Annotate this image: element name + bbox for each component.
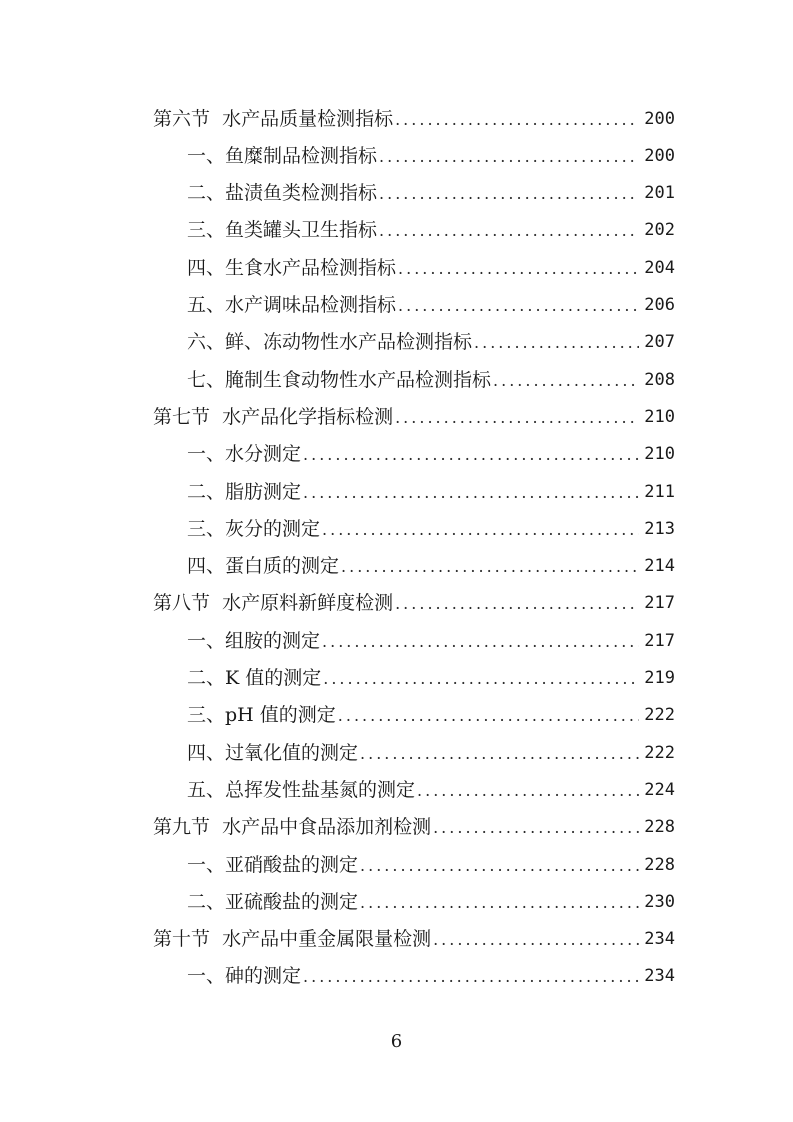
toc-item-entry[interactable] xyxy=(187,958,675,995)
toc-entry-title: 三、pH 值的测定 xyxy=(187,704,336,727)
toc-entry-title: 一、亚硝酸盐的测定 xyxy=(187,853,359,876)
toc-entry-title: 五、总挥发性盐基氮的测定 xyxy=(187,778,416,801)
toc-entry-page-number: 222 xyxy=(644,742,675,763)
toc-entry-title: 二、盐渍鱼类检测指标 xyxy=(187,182,378,205)
toc-entry-page-number: 230 xyxy=(644,891,675,912)
toc-dot-leader xyxy=(338,697,639,734)
toc-dot-leader xyxy=(395,585,639,622)
toc-dot-leader xyxy=(322,511,639,548)
toc-entry-page-number: 202 xyxy=(644,220,675,241)
toc-entry-page-number: 219 xyxy=(644,668,675,688)
toc-entry-title: 一、鱼糜制品检测指标 xyxy=(187,144,378,167)
page-number: 6 xyxy=(390,1031,403,1052)
toc-dot-leader xyxy=(303,436,639,473)
toc-dot-leader xyxy=(433,809,639,846)
toc-entry-title: 一、水分测定 xyxy=(187,443,302,466)
toc-entry-page-number: 204 xyxy=(644,257,675,278)
toc-entry-page-number: 207 xyxy=(644,332,675,353)
toc-section-entry[interactable] xyxy=(153,585,675,622)
toc-section-entry[interactable] xyxy=(153,101,675,138)
toc-section-entry[interactable] xyxy=(153,399,675,436)
toc-dot-leader xyxy=(379,138,639,175)
toc-dot-leader xyxy=(360,884,639,921)
toc-entry-title: 二、亚硫酸盐的测定 xyxy=(187,890,359,913)
toc-entry-title: 六、鲜、冻动物性水产品检测指标 xyxy=(187,331,473,354)
toc-entry-page-number: 222 xyxy=(644,705,675,726)
toc-item-entry[interactable] xyxy=(187,772,675,809)
toc-dot-leader xyxy=(303,958,639,995)
toc-entry-page-number: 210 xyxy=(644,406,675,427)
toc-entry-title: 五、水产调味品检测指标 xyxy=(187,294,397,316)
toc-item-entry[interactable] xyxy=(187,884,675,921)
toc-item-entry[interactable] xyxy=(187,548,675,585)
toc-entry-page-number: 228 xyxy=(644,854,675,875)
toc-entry-title: 三、鱼类罐头卫生指标 xyxy=(187,219,378,242)
toc-item-entry[interactable] xyxy=(187,511,675,548)
toc-dot-leader xyxy=(433,921,639,958)
toc-entry-title: 第六节 水产品质量检测指标 xyxy=(153,107,394,130)
toc-entry-page-number: 206 xyxy=(644,295,675,315)
toc-entry-page-number: 201 xyxy=(644,183,675,204)
toc-item-entry[interactable] xyxy=(187,474,675,511)
toc-dot-leader xyxy=(322,623,639,660)
toc-item-entry[interactable] xyxy=(187,324,675,361)
toc-entry-title: 第九节 水产品中食品添加剂检测 xyxy=(153,816,432,839)
toc-item-entry[interactable] xyxy=(187,287,675,324)
toc-item-entry[interactable] xyxy=(187,250,675,287)
toc-entry-page-number: 214 xyxy=(644,556,675,577)
toc-section-entry[interactable] xyxy=(153,921,675,958)
toc-item-entry[interactable] xyxy=(187,623,675,660)
toc-dot-leader xyxy=(323,660,639,697)
toc-dot-leader xyxy=(417,772,639,809)
toc-entry-title: 一、组胺的测定 xyxy=(187,629,321,652)
toc-dot-leader xyxy=(303,474,639,511)
toc-entry-title: 三、灰分的测定 xyxy=(187,517,321,540)
toc-dot-leader xyxy=(379,175,639,212)
toc-item-entry[interactable] xyxy=(187,735,675,772)
toc-entry-title: 二、脂肪测定 xyxy=(187,480,302,503)
toc-entry-title: 四、过氧化值的测定 xyxy=(187,741,359,764)
toc-entry-title: 第七节 水产品化学指标检测 xyxy=(153,405,394,428)
toc-entry-page-number: 217 xyxy=(644,593,675,614)
toc-entry-page-number: 200 xyxy=(644,145,675,166)
toc-dot-leader xyxy=(474,324,639,361)
toc-dot-leader xyxy=(493,362,639,399)
toc-entry-title: 第十节 水产品中重金属限量检测 xyxy=(153,928,432,951)
toc-item-entry[interactable] xyxy=(187,212,675,249)
toc-entry-page-number: 224 xyxy=(644,779,675,800)
toc-item-entry[interactable] xyxy=(187,175,675,212)
toc-entry-title: 七、腌制生食动物性水产品检测指标 xyxy=(187,368,492,391)
toc-dot-leader xyxy=(379,212,639,249)
toc-item-entry[interactable] xyxy=(187,660,675,697)
toc-item-entry[interactable] xyxy=(187,138,675,175)
toc-dot-leader xyxy=(360,735,639,772)
toc-dot-leader xyxy=(398,287,639,324)
toc-entry-page-number: 234 xyxy=(644,929,675,950)
toc-entry-page-number: 210 xyxy=(644,444,675,465)
toc-item-entry[interactable] xyxy=(187,697,675,734)
toc-entry-page-number: 213 xyxy=(644,518,675,539)
toc-item-entry[interactable] xyxy=(187,362,675,399)
toc-entry-title: 一、砷的测定 xyxy=(187,965,302,988)
toc-entry-page-number: 217 xyxy=(644,630,675,651)
toc-dot-leader xyxy=(395,399,639,436)
toc-entry-title: 四、生食水产品检测指标 xyxy=(187,256,397,279)
toc-dot-leader xyxy=(395,101,639,138)
toc-entry-title: 二、K 值的测定 xyxy=(187,667,322,689)
toc-entry-page-number: 228 xyxy=(644,817,675,838)
toc-entry-title: 四、蛋白质的测定 xyxy=(187,555,340,578)
toc-entry-title: 第八节 水产原料新鲜度检测 xyxy=(153,592,394,615)
toc-item-entry[interactable] xyxy=(187,847,675,884)
toc-dot-leader xyxy=(360,847,639,884)
toc-entry-page-number: 234 xyxy=(644,966,675,987)
toc-item-entry[interactable] xyxy=(187,436,675,473)
toc-entry-page-number: 211 xyxy=(644,481,675,502)
toc-dot-leader xyxy=(398,250,639,287)
toc-entry-page-number: 200 xyxy=(644,108,675,129)
toc-dot-leader xyxy=(341,548,639,585)
toc-entry-page-number: 208 xyxy=(644,369,675,390)
toc-section-entry[interactable] xyxy=(153,809,675,846)
